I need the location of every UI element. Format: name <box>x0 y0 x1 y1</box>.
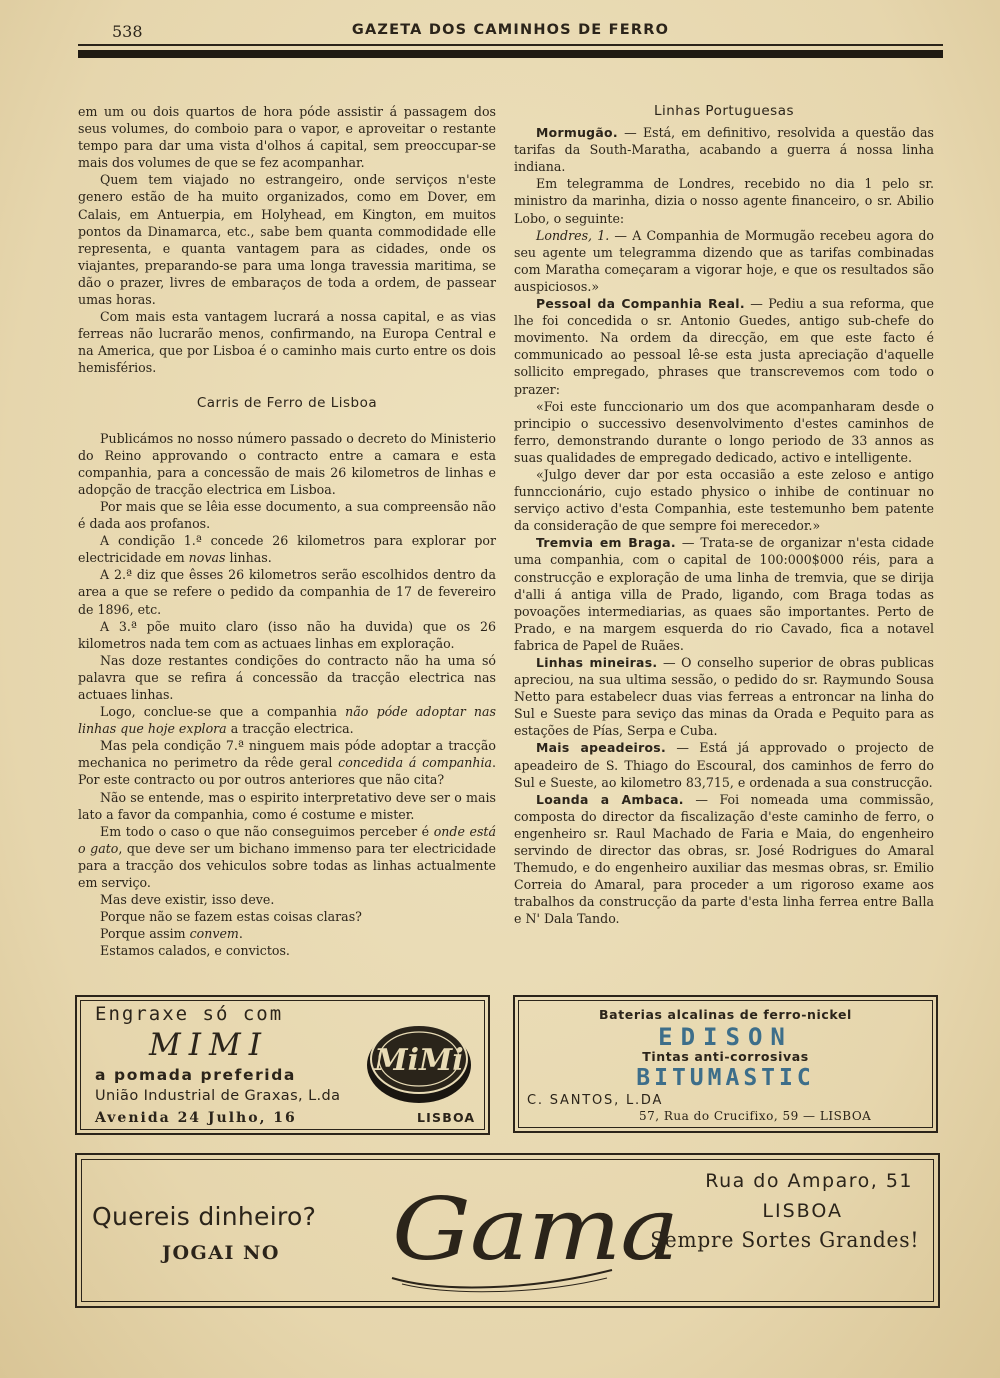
journal-title: GAZETA DOS CAMINHOS DE FERRO <box>351 22 670 38</box>
text: Porque assim <box>100 926 190 942</box>
advertisement-gama <box>75 1153 940 1308</box>
paragraph: A 3.ª põe muito claro (isso não ha duvida) que os 26 kilometros nada tem com as actuaes linhas em exploração. <box>78 618 496 651</box>
text: — Foi nomeada uma commissão, composta do director da fiscalização d'este caminho de ferro, o engenheiro sr. Raul Machado de Faria e Maia, do engenheiro servindo de director das obras, sr. José Rodrigues do Amaral Themudo, e do engenheiro auxiliar das mesmas obras, sr. Emilio Correia do Amaral, para proceder a um rigoroso exame aos trabalhos da construcção da parte d'esta linha ferrea entre Balla e N' Dala Tando. <box>514 791 934 927</box>
paragraph: Quem tem viajado no estrangeiro, onde serviços n'este genero estão de ha muito organizados, como em Dover, em Calais, em Antuerpia, em Holyhead, em Kington, em muitos pontos da Dinamarca, etc., sabe bem quanta commodidade elle representa, e quanta vantagem para as cidades, onde os viajantes, preparando-se para uma longa travessia maritima, se dão o prazer, livres de embaraços de toda a ordem, de passear umas horas. <box>78 172 496 308</box>
emphasis: onde está o gato <box>78 823 496 856</box>
text: — Está já approvado o projecto de apeadeiro de S. Thiago do Escoural, dos caminhos de ferro do Sul e Sueste, ao kilometro 83,715, e ordenada a sua construcção. <box>514 740 934 790</box>
paragraph <box>514 227 934 295</box>
item-heading: Tremvia em Braga. <box>536 535 676 551</box>
text: . Por este contracto ou por outros anteriores que não cita? <box>78 755 496 788</box>
advertisement-edison <box>513 995 938 1133</box>
ad-inner-border <box>81 1159 934 1302</box>
paragraph: «Foi este funccionario um dos que acompanharam desde o principio o successivo desenvolvimento d'estes caminhos de ferro, demonstrando durante o longo periodo de 33 annos as suas qualidades de empregado dedicado, activo e intelligente. <box>514 398 934 465</box>
text: — Pediu a sua reforma, que lhe foi concedida o sr. Antonio Guedes, antigo sub-chefe do movimento. Na ordem da direcção, em que este facto é communicado ao pessoal lê-se esta justa apreciação d'aquelle sollicito empregado, phrases que transcrevemos com todo o prazer: <box>514 296 934 397</box>
news-item <box>514 739 934 790</box>
ad-inner-border <box>518 1000 933 1128</box>
ad-brand: EDISON <box>658 1023 793 1051</box>
ad-line: União Industrial de Graxas, L.da <box>95 1088 341 1104</box>
section-title: Carris de Ferro de Lisboa <box>196 394 378 411</box>
news-item <box>514 534 934 654</box>
ad-line: Baterias alcalinas de ferro-nickel <box>599 1007 852 1022</box>
paragraph <box>78 532 496 566</box>
item-heading: Linhas mineiras. <box>536 655 658 670</box>
ad-address: Rua do Amparo, 51 <box>705 1170 913 1192</box>
news-item <box>514 295 934 398</box>
news-item <box>514 654 934 739</box>
polish-tin-icon <box>364 1015 474 1109</box>
emphasis: convem <box>189 926 239 942</box>
text: , que deve ser um bichano immenso para ter electricidade para a tracção dos vehiculos sobre todas as linhas actualmente em serviço. <box>78 840 496 891</box>
paragraph: Nas doze restantes condições do contracto não ha uma só palavra que se refira á concessão da tracção electrica nas actuaes linhas. <box>78 652 496 702</box>
paragraph <box>78 925 496 942</box>
header-rule <box>78 44 943 46</box>
paragraph <box>78 703 496 737</box>
text: a tracção electrica. <box>226 721 354 737</box>
paragraph <box>78 737 496 788</box>
paragraph: Em telegramma de Londres, recebido no dia 1 pelo sr. ministro da marinha, dizia o nosso agente financeiro, o sr. Abilio Lobo, o seguinte: <box>514 176 934 226</box>
ad-city: LISBOA <box>417 1110 476 1125</box>
paragraph: Não se entende, mas o espirito interpretativo deve ser o mais lato a favor da companhia, como é costume e mister. <box>78 789 496 822</box>
paragraph: Estamos calados, e convictos. <box>100 943 290 959</box>
text: — Está, em definitivo, resolvida a questão das tarifas da South-Maratha, acabando a guerra á nossa linha indiana. <box>514 125 934 175</box>
ad-line: Engraxe só com <box>95 1003 284 1025</box>
paragraph: Mas deve existir, isso deve. <box>100 892 275 908</box>
paragraph: Com mais esta vantagem lucrará a nossa capital, e as vias ferreas não lucrarão menos, confirmando, na Europa Central e na America, que por Lisboa é o caminho mais curto entre os dois hemisférios. <box>78 309 496 376</box>
item-heading: Pessoal da Companhia Real. <box>536 296 745 312</box>
ad-inner-border <box>80 1000 485 1130</box>
text: — O conselho superior de obras publicas apreciou, na sua ultima sessão, o pedido do sr. Raymundo Sousa Netto para estabelecr duas vias ferreas a entroncar na linha do Sul e Sueste para seviço das minas da Orada e Pequito para as estações de Pías, Serpa e Cuba. <box>514 655 934 739</box>
emphasis: Londres, 1. <box>536 227 610 243</box>
paragraph: Por mais que se lêia esse documento, a sua compreensão não é dada aos profanos. <box>78 498 496 532</box>
ad-line: Tintas anti-corrosivas <box>642 1049 809 1064</box>
text: Em todo o caso o que não conseguimos perceber é <box>100 823 434 839</box>
item-heading: Loanda a Ambaca. <box>536 791 684 807</box>
left-column <box>78 103 496 960</box>
item-heading: Mormugão. <box>536 125 618 141</box>
ad-brand: Gama <box>392 1180 679 1280</box>
page-number: 538 <box>112 22 143 41</box>
header-rule-thick <box>78 50 943 58</box>
ad-address: 57, Rua do Crucifixo, 59 — LISBOA <box>639 1109 872 1123</box>
paragraph: A 2.ª diz que êsses 26 kilometros serão escolhidos dentro da area a que se refere o pedido da companhia de 17 de fevereiro de 1896, etc. <box>78 567 496 617</box>
right-column <box>514 103 934 928</box>
news-item <box>514 124 934 175</box>
paragraph: em um ou dois quartos de hora póde assistir á passagem dos seus volumes, do comboio para o vapor, e aproveitar o restante tempo para dar uma vista d'olhos á capital, sem preoccupar-se mais dos volumes de que se fez acompanhar. <box>78 104 496 171</box>
text: Mas pela condição 7.ª ninguem mais póde adoptar a tracção mechanica no perimetro da rêde geral <box>78 738 496 771</box>
ad-company: C. SANTOS, L.DA <box>527 1093 664 1108</box>
ad-slogan: Sempre Sortes Grandes! <box>649 1228 919 1252</box>
paragraph: «Julgo dever dar por esta occasião a este zeloso e antigo funnccionário, cujo estado physico o inhibe de continuar no serviço activo d'esta Companhia, este testemunho bem patente da consideração de que sempre foi merecedor.» <box>514 466 934 534</box>
ad-address: Avenida 24 Julho, 16 <box>95 1110 297 1126</box>
text: A condição 1.ª concede 26 kilometros para explorar por electricidade em <box>78 533 496 566</box>
ad-line: a pomada preferida <box>95 1066 296 1084</box>
emphasis: não póde adoptar nas linhas que hoje explora <box>78 704 496 737</box>
section-title: Linhas Portuguesas <box>653 103 795 119</box>
text: — A Companhia de Mormugão recebeu agora do seu agente um telegramma dizendo que as tarifas combinadas com Maratha começaram a vigorar hoje, e que os resultados são auspiciosos.» <box>514 227 934 294</box>
item-heading: Mais apeadeiros. <box>536 740 666 756</box>
text: linhas. <box>225 550 272 566</box>
ad-line: JOGAI NO <box>162 1242 280 1264</box>
ad-city: LISBOA <box>762 1200 843 1222</box>
emphasis: novas <box>188 550 226 566</box>
advertisement-mimi <box>75 995 490 1135</box>
ad-brand: BITUMASTIC <box>636 1065 815 1091</box>
ad-brand: MIMI <box>149 1027 269 1063</box>
text: — Trata-se de organizar n'esta cidade uma companhia, com o capital de 100:000$000 réis, para a construcção e exploração de uma linha de tremvia, que se dirija d'alli á antiga villa de Prado, ligando, com Braga todas as povoações intermediarias, as quaes são importantes. Perto de Prado, e na margem esquerda do rio Cavado, fica a notavel fabrica de Papel de Ruães. <box>514 535 934 653</box>
paragraph <box>78 823 496 891</box>
emphasis: concedida á companhia <box>338 755 492 771</box>
paragraph: Publicámos no nosso número passado o decreto do Ministerio do Reino approvando o contracto entre a camara e esta companhia, para a concessão de mais 26 kilometros de linhas e adopção de tracção electrica em Lisboa. <box>78 430 496 497</box>
ad-headline: Quereis dinheiro? <box>92 1202 317 1231</box>
paragraph: Porque não se fazem estas coisas claras? <box>100 909 362 925</box>
text: Logo, conclue-se que a companhia <box>100 704 346 720</box>
news-item <box>514 791 934 928</box>
text: . <box>238 926 243 942</box>
logo-text: MiMi <box>374 1043 464 1078</box>
